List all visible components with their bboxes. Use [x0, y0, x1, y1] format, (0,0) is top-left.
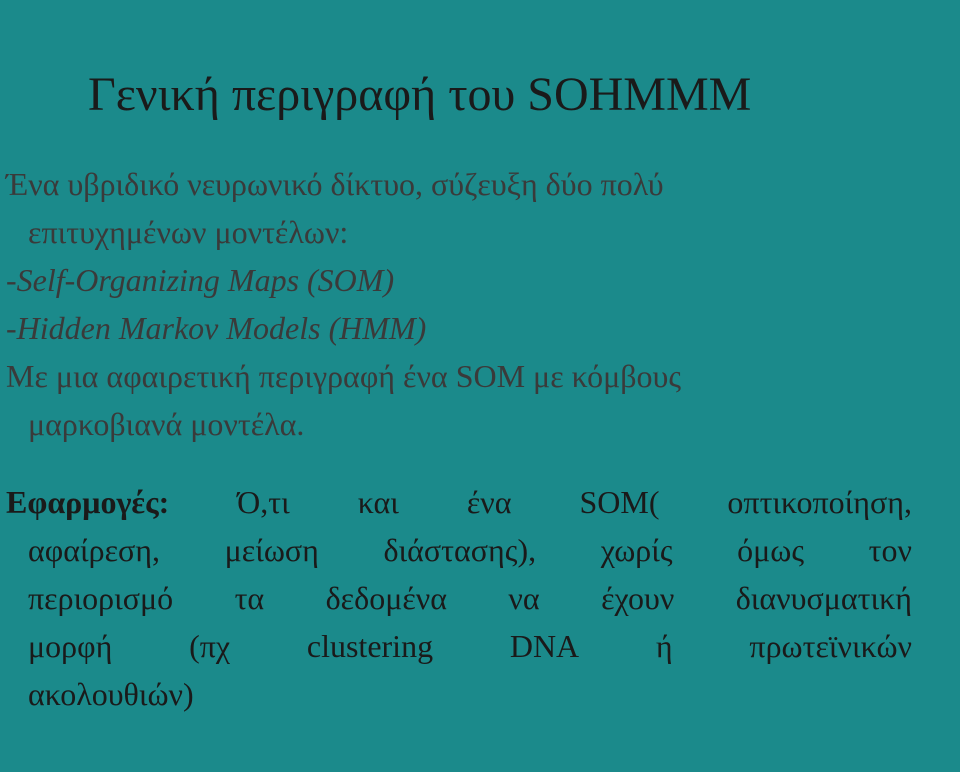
applications-word: (πχ [189, 628, 231, 664]
applications-word: μείωση [224, 532, 319, 568]
applications-word: να [508, 580, 540, 616]
applications-word: διάστασης), [383, 532, 537, 568]
applications-line-2 [6, 526, 912, 574]
applications-word: ακολουθιών) [28, 676, 194, 712]
applications-line-4 [6, 622, 912, 670]
intro-text [6, 160, 916, 448]
applications-word: όμως [737, 532, 805, 568]
applications-word: clustering [306, 628, 434, 664]
intro-line-2: επιτυχημένων μοντέλων: [28, 214, 349, 250]
applications-line-3 [6, 574, 912, 622]
applications-word: δεδομένα [325, 580, 448, 616]
slide-title: Γενική περιγραφή του SOHMMM [88, 68, 752, 121]
applications-word: τον [868, 532, 912, 568]
applications-line-5 [6, 670, 912, 718]
applications-word: ή [655, 628, 673, 664]
applications-word: έχουν [601, 580, 675, 616]
applications-word: διανυσματική [735, 580, 912, 616]
intro-line-1: Ένα υβριδικό νευρωνικό δίκτυο, σύζευξη δύο πολύ [6, 166, 664, 202]
applications-word: περιορισμό [28, 580, 174, 616]
applications-word: τα [234, 580, 265, 616]
applications-word: DNA [509, 628, 580, 664]
applications-line-1 [6, 478, 912, 526]
applications-label: Εφαρμογές: [6, 484, 170, 520]
applications-word: πρωτεϊνικών [749, 628, 912, 664]
applications-word: Ό,τι [237, 484, 290, 520]
applications-word: ένα [466, 484, 512, 520]
applications-word: SOM( [579, 484, 660, 520]
intro-line-5: Με μια αφαιρετική περιγραφή ένα SOM με κόμβους [6, 358, 682, 394]
applications-text [6, 478, 912, 718]
applications-word: μορφή [28, 628, 113, 664]
applications-word: οπτικοποίηση, [727, 484, 912, 520]
applications-word: και [357, 484, 399, 520]
applications-word: αφαίρεση, [28, 532, 160, 568]
applications-word: χωρίς [600, 532, 673, 568]
intro-line-som: -Self-Organizing Maps (SOM) [6, 262, 395, 298]
intro-line-hmm: -Hidden Markov Models (HMM) [6, 310, 427, 346]
intro-line-6: μαρκοβιανά μοντέλα. [28, 406, 305, 442]
